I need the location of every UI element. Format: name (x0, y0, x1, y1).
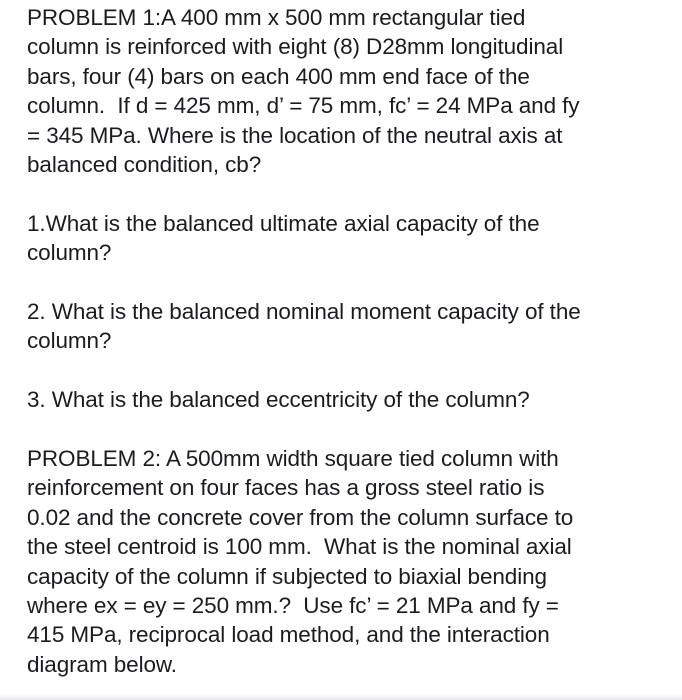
text-line: PROBLEM 2: A 500mm width square tied column with (27, 446, 559, 472)
text-line: bars, four (4) bars on each 400 mm end face of the (27, 63, 530, 89)
text-line: capacity of the column if subjected to biaxial bending (27, 563, 547, 589)
paragraph-gap (27, 415, 664, 444)
text-line: 1.What is the balanced ultimate axial capacity of the (27, 210, 540, 236)
question-1-paragraph (27, 209, 664, 268)
text-line: 2. What is the balanced nominal moment capacity of the (27, 299, 581, 325)
text-line: column is reinforced with eight (8) D28mm longitudinal (27, 34, 564, 60)
text-line: balanced condition, cb? (27, 152, 262, 178)
text-line: column. If d = 425 mm, d’ = 75 mm, fc’ = 24 MPa and fy (27, 93, 580, 119)
question-2-paragraph (27, 297, 664, 356)
text-line: 3. What is the balanced eccentricity of the column? (27, 387, 530, 413)
text-line: where ex = ey = 250 mm.? Use fc’ = 21 MPa and fy = (27, 593, 559, 619)
text-line: PROBLEM 1:A 400 mm x 500 mm rectangular tied (27, 5, 526, 30)
text-line: column? (27, 328, 112, 354)
problem-2-paragraph (27, 444, 664, 679)
text-line: = 345 MPa. Where is the location of the neutral axis at (27, 122, 563, 148)
bottom-edge-divider (0, 694, 682, 700)
question-3-paragraph (27, 385, 664, 414)
paragraph-gap (27, 179, 664, 208)
text-line: column? (27, 240, 112, 266)
problem-1-paragraph (27, 3, 664, 179)
text-line: reinforcement on four faces has a gross steel ratio is (27, 475, 545, 501)
text-line: 415 MPa, reciprocal load method, and the interaction (27, 622, 550, 648)
text-line: the steel centroid is 100 mm. What is the nominal axial (27, 534, 572, 560)
paragraph-gap (27, 268, 664, 297)
text-line: 0.02 and the concrete cover from the column surface to (27, 504, 574, 530)
paragraph-gap (27, 356, 664, 385)
text-line: diagram below. (27, 651, 177, 677)
